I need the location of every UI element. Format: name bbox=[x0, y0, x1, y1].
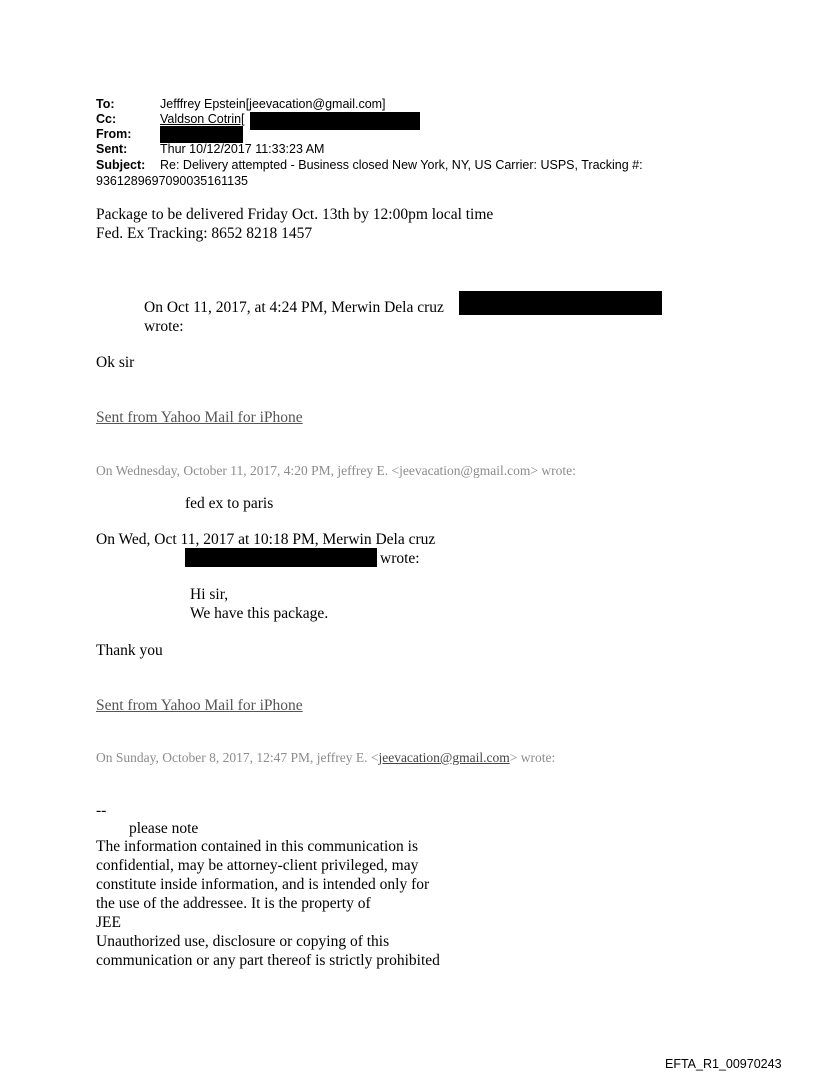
hi-sir: Hi sir, bbox=[190, 586, 229, 603]
redaction-quote1 bbox=[459, 291, 662, 315]
to-label: To: bbox=[96, 97, 115, 111]
quote3-line1: On Wed, Oct 11, 2017 at 10:18 PM, Merwin Dela cruz bbox=[96, 531, 436, 548]
signature-please-note: please note bbox=[129, 820, 199, 837]
subject-tracking: 9361289697090035161135 bbox=[96, 174, 249, 188]
disclaimer-line: confidential, may be attorney-client privileged, may bbox=[96, 857, 419, 874]
sent-label: Sent: bbox=[96, 142, 128, 156]
sent-from-link-1[interactable]: Sent from Yahoo Mail for iPhone bbox=[96, 409, 303, 426]
cc-value: Valdson Cotrin[ bbox=[160, 112, 245, 126]
have-package: We have this package. bbox=[190, 605, 329, 622]
quote2-text: On Wednesday, October 11, 2017, 4:20 PM, jeffrey E. <jeevacation@gmail.com> wrote: bbox=[96, 463, 576, 478]
disclaimer-line: the use of the addressee. It is the property of bbox=[96, 895, 371, 912]
thank-you: Thank you bbox=[96, 642, 163, 659]
fedex-paris: fed ex to paris bbox=[185, 495, 274, 512]
disclaimer-line: The information contained in this communication is bbox=[96, 838, 418, 855]
from-label: From: bbox=[96, 127, 132, 141]
quote3-wrote: wrote: bbox=[380, 550, 420, 567]
subject-label: Subject: bbox=[96, 158, 146, 172]
quote1-line2: wrote: bbox=[144, 318, 184, 335]
sent-value: Thur 10/12/2017 11:33:23 AM bbox=[160, 142, 325, 156]
signature-disclaimer bbox=[96, 837, 496, 970]
redaction-quote3 bbox=[185, 548, 377, 567]
disclaimer-line: communication or any part thereof is strictly prohibited bbox=[96, 952, 440, 969]
quote4-email-link[interactable]: jeevacation@gmail.com bbox=[378, 750, 510, 765]
quote1-line1: On Oct 11, 2017, at 4:24 PM, Merwin Dela cruz bbox=[144, 299, 444, 316]
to-value: Jefffrey Epstein[jeevacation@gmail.com] bbox=[160, 97, 386, 111]
disclaimer-line: constitute inside information, and is intended only for bbox=[96, 876, 430, 893]
disclaimer-line: Unauthorized use, disclosure or copying of this bbox=[96, 933, 390, 950]
ok-sir: Ok sir bbox=[96, 354, 135, 371]
disclaimer-line: JEE bbox=[96, 914, 121, 931]
cc-label: Cc: bbox=[96, 112, 117, 126]
body-line-2: Fed. Ex Tracking: 8652 8218 1457 bbox=[96, 225, 313, 242]
signature-dashes: -- bbox=[96, 802, 107, 819]
redaction-from bbox=[160, 126, 243, 143]
document-id: EFTA_R1_00970243 bbox=[665, 1057, 782, 1071]
sent-from-link-2[interactable]: Sent from Yahoo Mail for iPhone bbox=[96, 697, 303, 714]
subject-value: Re: Delivery attempted - Business closed New York, NY, US Carrier: USPS, Tracking #: bbox=[160, 158, 643, 172]
quote4-prefix: On Sunday, October 8, 2017, 12:47 PM, jeffrey E. < bbox=[96, 750, 379, 765]
body-line-1: Package to be delivered Friday Oct. 13th by 12:00pm local time bbox=[96, 206, 494, 223]
quote4-text bbox=[96, 748, 555, 767]
quote4-suffix: > wrote: bbox=[509, 750, 556, 765]
redaction-cc bbox=[250, 112, 420, 130]
